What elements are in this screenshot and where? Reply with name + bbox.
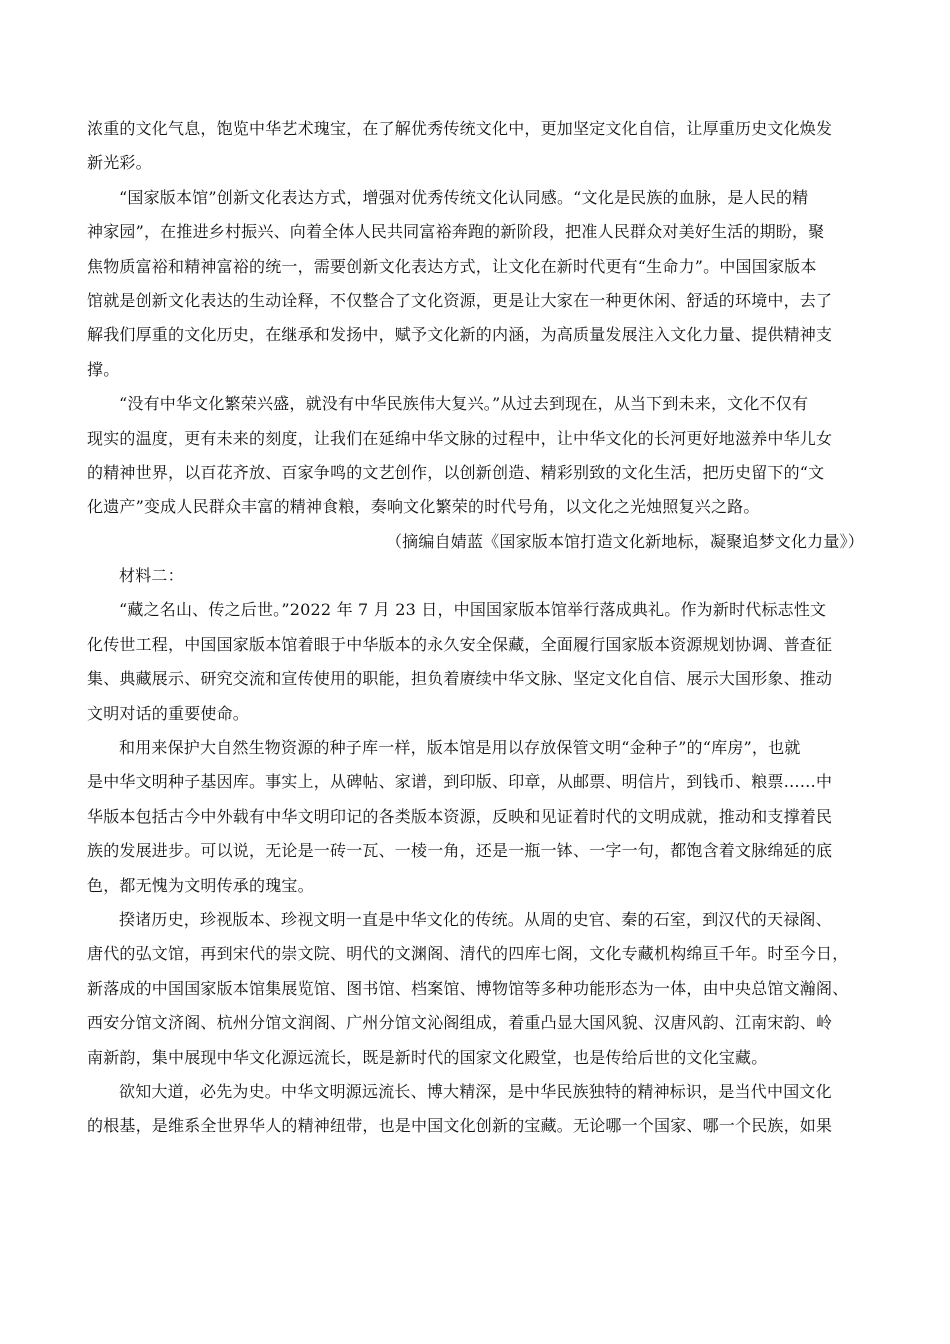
paragraph-6-line-1: 揆诸历史，珍视版本、珍视文明一直是中华文化的传统。从周的史官、秦的石室，到汉代的天禄阁、 bbox=[119, 909, 832, 929]
paragraph-5-line-4: 族的发展进步。可以说，无论是一砖一瓦、一棱一角，还是一瓶一钵、一字一句，都饱含着文脉绵延的底 bbox=[87, 841, 833, 861]
paragraph-5-line-2: 是中华文明种子基因库。事实上，从碑帖、家谱，到印版、印章，从邮票、明信片，到钱币、粮票……中 bbox=[87, 772, 833, 792]
paragraph-6-line-3: 新落成的中国国家版本馆集展览馆、图书馆、档案馆、博物馆等多种功能形态为一体，由中央总馆文瀚阁、 bbox=[87, 978, 849, 998]
paragraph-2-line-3: 焦物质富裕和精神富裕的统一，需要创新文化表达方式，让文化在新时代更有“生命力”。中国国家版本 bbox=[87, 256, 817, 276]
paragraph-6-line-5: 南新韵，集中展现中华文化源远流长，既是新时代的国家文化殿堂，也是传给后世的文化宝藏。 bbox=[87, 1047, 768, 1067]
material-two-heading: 材料二： bbox=[119, 566, 184, 586]
paragraph-2-line-2: 神家园”，在推进乡村振兴、向着全体人民共同富裕奔跑的新阶段，把准人民群众对美好生活的期盼，聚 bbox=[87, 222, 825, 242]
paragraph-3-line-4: 化遗产”变成人民群众丰富的精神食粮，奏响文化繁荣的时代号角，以文化之光烛照复兴之路。 bbox=[87, 497, 760, 517]
paragraph-7-line-2: 的根基，是维系全世界华人的精神纽带，也是中国文化创新的宝藏。无论哪一个国家、哪一个民族，如果 bbox=[87, 1116, 833, 1136]
paragraph-4-line-3: 集、典藏展示、研究交流和宣传使用的职能，担负着赓续中华文脉、坚定文化自信、展示大国形象、推动 bbox=[87, 669, 833, 689]
paragraph-2-line-1: “国家版本馆”创新文化表达方式，增强对优秀传统文化认同感。“文化是民族的血脉，是人民的精 bbox=[119, 187, 809, 207]
paragraph-3-line-1: “没有中华文化繁荣兴盛，就没有中华民族伟大复兴。”从过去到现在，从当下到未来，文化不仅有 bbox=[119, 394, 809, 414]
paragraph-1-line-1: 浓重的文化气息，饱览中华艺术瑰宝，在了解优秀传统文化中，更加坚定文化自信，让厚重历史文化焕发 bbox=[87, 119, 833, 138]
document-page bbox=[87, 112, 864, 1144]
source-citation: （摘编自婧蓝《国家版本馆打造文化新地标，凝聚追梦文化力量》） bbox=[385, 531, 864, 551]
paragraph-6-line-4: 西安分馆文济阁、杭州分馆文润阁、广州分馆文沁阁组成，着重凸显大国风貌、汉唐风韵、江南宋韵、岭 bbox=[87, 1013, 833, 1033]
paragraph-1-line-2: 新光彩。 bbox=[87, 153, 152, 173]
paragraph-7-line-1: 欲知大道，必先为史。中华文明源远流长、博大精深，是中华民族独特的精神标识，是当代中国文化 bbox=[119, 1081, 832, 1101]
paragraph-5-line-1: 和用来保护大自然生物资源的种子库一样，版本馆是用以存放保管文明“金种子”的“库房”，也就 bbox=[119, 738, 801, 758]
paragraph-5-line-3: 华版本包括古今中外载有中华文明印记的各类版本资源，反映和见证着时代的文明成就，推动和支撑着民 bbox=[87, 806, 833, 826]
paragraph-5-line-5: 色，都无愧为文明传承的瑰宝。 bbox=[87, 875, 314, 895]
paragraph-4-line-1: “藏之名山、传之后世。”2022 年 7 月 23 日，中国国家版本馆举行落成典礼。作为新时代标志性文 bbox=[119, 600, 827, 620]
paragraph-2-line-5: 解我们厚重的文化历史，在继承和发扬中，赋予文化新的内涵，为高质量发展注入文化力量、提供精神支 bbox=[87, 325, 833, 345]
paragraph-4-line-4: 文明对话的重要使命。 bbox=[87, 703, 250, 723]
paragraph-6-line-2: 唐代的弘文馆，再到宋代的崇文院、明代的文渊阁、清代的四库七阁，文化专藏机构绵亘千年。时至今日， bbox=[87, 944, 849, 964]
paragraph-3-line-2: 现实的温度，更有未来的刻度，让我们在延绵中华文脉的过程中，让中华文化的长河更好地滋养中华儿女 bbox=[87, 428, 833, 448]
paragraph-4-line-2: 化传世工程，中国国家版本馆着眼于中华版本的永久安全保藏，全面履行国家版本资源规划协调、普查征 bbox=[87, 634, 833, 654]
paragraph-2-line-6: 撑。 bbox=[87, 359, 120, 379]
paragraph-3-line-3: 的精神世界，以百花齐放、百家争鸣的文艺创作，以创新创造、精彩别致的文化生活，把历史留下的“文 bbox=[87, 462, 825, 482]
paragraph-2-line-4: 馆就是创新文化表达的生动诠释，不仅整合了文化资源，更是让大家在一种更休闲、舒适的环境中，去了 bbox=[87, 290, 833, 310]
